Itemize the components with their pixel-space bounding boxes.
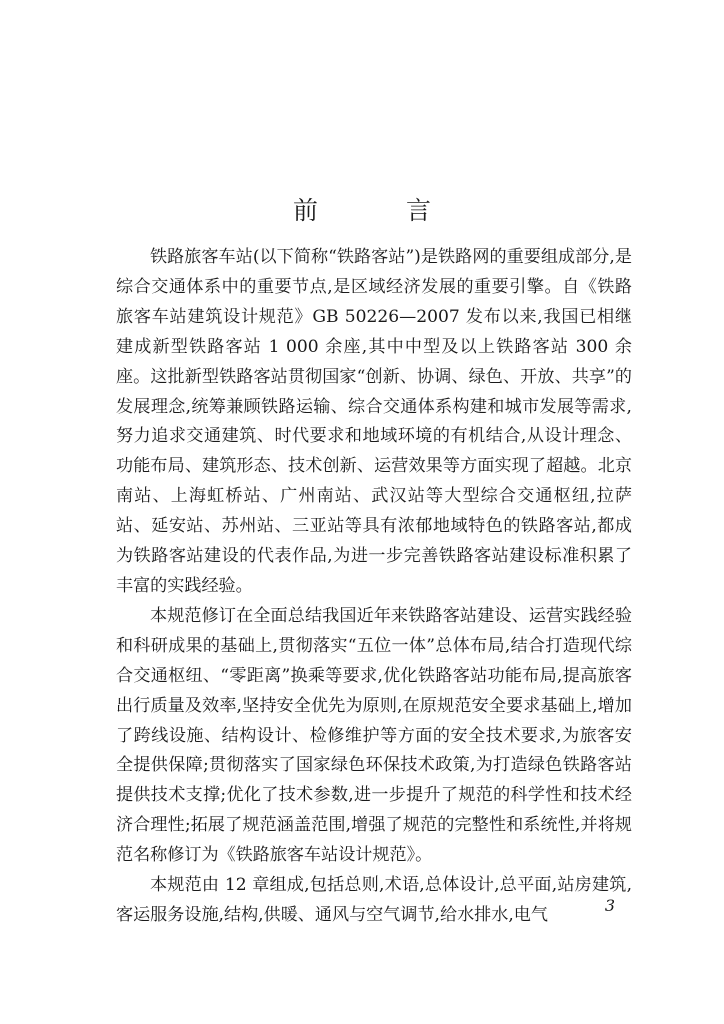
paragraph-3: 本规范由 12 章组成,包括总则,术语,总体设计,总平面,站房建筑,客运服务设施,结构,供暖、通风与空气调节,给水排水,电气 <box>116 875 632 925</box>
paragraph-2: 本规范修订在全面总结我国近年来铁路客站建设、运营实践经验和科研成果的基础上,贯彻落实“五位一体”总体布局,结合打造现代综合交通枢纽、“零距离”换乘等要求,优化铁路客站功能布局,提高旅客出行质量及效率,坚持安全优先为原则,在原规范安全要求基础上,增加了跨线设施、结构设计、检修维护等方面的安全技术要求,为旅客安全提供保障;贯彻落实了国家绿色环保技术政策,为打造绿色铁路客站提供技术支撑;优化了技术参数,进一步提升了规范的科学性和技术经济合理性;拓展了规范涵盖范围,增强了规范的完整性和系统性,并将规范名称修订为《铁路旅客车站设计规范》。 <box>116 605 632 866</box>
body-text <box>116 243 632 931</box>
paragraph-1: 铁路旅客车站(以下简称“铁路客站”)是铁路网的重要组成部分,是综合交通体系中的重要节点,是区域经济发展的重要引擎。自《铁路旅客车站建筑设计规范》GB 50226—2007 发布以来,我国已相继建成新型铁路客站 1 000 余座,其中中型及以上铁路客站 300 余座。这批新型铁路客站贯彻国家“创新、协调、绿色、开放、共享”的发展理念,统筹兼顾铁路运输、综合交通体系构建和城市发展等需求,努力追求交通建筑、时代要求和地域环境的有机结合,从设计理念、功能布局、建筑形态、技术创新、运营效果等方面实现了超越。北京南站、上海虹桥站、广州南站、武汉站等大型综合交通枢纽,拉萨站、延安站、苏州站、三亚站等具有浓郁地域特色的铁路客站,都成为铁路客站建设的代表作品,为进一步完善铁路客站建设标准积累了丰富的实践经验。 <box>116 247 632 596</box>
page-title: 前 言 <box>293 196 471 225</box>
page-number: 3 <box>604 896 615 915</box>
